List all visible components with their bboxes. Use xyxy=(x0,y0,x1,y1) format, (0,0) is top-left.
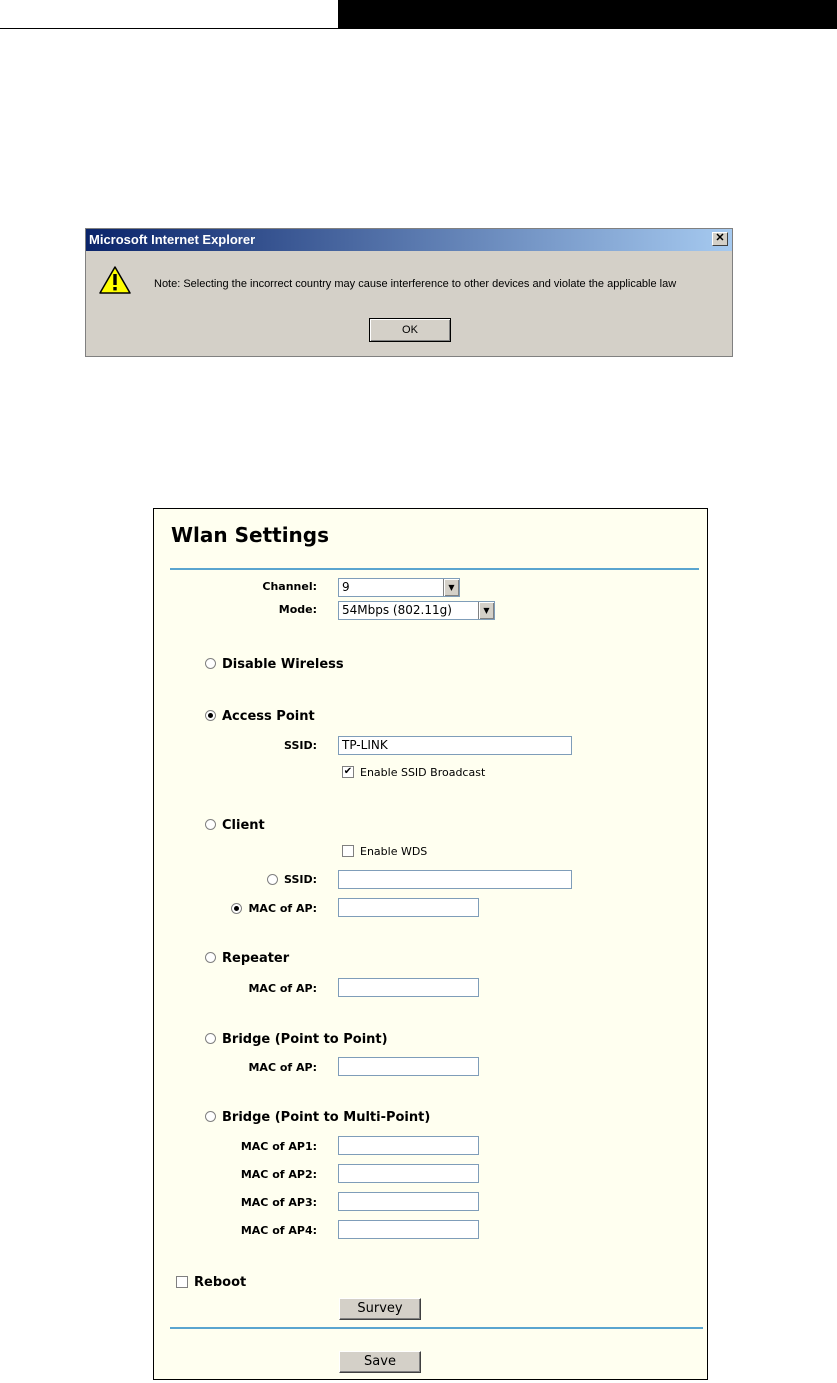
client-ssid-radio[interactable] xyxy=(267,874,278,885)
chevron-down-icon[interactable]: ▼ xyxy=(443,579,459,596)
dialog-message: Note: Selecting the incorrect country may cause interference to other devices and violate the applicable law xyxy=(154,278,677,290)
mac-ap4-label: MAC of AP4: xyxy=(240,1224,317,1237)
client-option[interactable] xyxy=(205,818,265,833)
bridge-p2p-mac-label: MAC of AP: xyxy=(248,1061,317,1074)
bridge-p2p-label: Bridge (Point to Point) xyxy=(222,1032,388,1047)
chevron-down-icon[interactable]: ▼ xyxy=(478,602,494,619)
bridge-p2p-option[interactable] xyxy=(205,1032,388,1047)
reboot-label: Reboot xyxy=(194,1275,247,1290)
mac-ap2-label: MAC of AP2: xyxy=(240,1168,317,1181)
client-ssid-option[interactable] xyxy=(214,873,317,886)
save-button[interactable]: Save xyxy=(339,1351,421,1373)
repeater-radio[interactable] xyxy=(205,952,216,963)
mode-value: 54Mbps (802.11g) xyxy=(342,603,452,617)
bridge-p2mp-option[interactable] xyxy=(205,1110,430,1125)
ap-ssid-label: SSID: xyxy=(284,739,317,752)
repeater-option[interactable] xyxy=(205,951,289,966)
ok-button[interactable]: OK xyxy=(369,318,451,342)
mac-ap3-label: MAC of AP3: xyxy=(240,1196,317,1209)
client-mac-option[interactable] xyxy=(214,902,317,915)
access-point-label: Access Point xyxy=(222,709,315,724)
reboot-option[interactable] xyxy=(176,1275,246,1290)
enable-ssid-broadcast-option[interactable] xyxy=(342,766,485,779)
mac-ap3-input[interactable] xyxy=(338,1192,479,1211)
channel-label: Channel: xyxy=(262,580,317,593)
client-mac-radio[interactable] xyxy=(231,903,242,914)
enable-wds-checkbox[interactable] xyxy=(342,845,354,857)
mode-label: Mode: xyxy=(278,603,317,616)
mac-ap2-input[interactable] xyxy=(338,1164,479,1183)
channel-select[interactable] xyxy=(338,578,460,597)
client-ssid-label: SSID: xyxy=(284,873,317,886)
close-icon[interactable]: ✕ xyxy=(712,232,728,246)
bridge-p2mp-radio[interactable] xyxy=(205,1111,216,1122)
ap-ssid-input[interactable]: TP-LINK xyxy=(338,736,572,755)
reboot-checkbox[interactable] xyxy=(176,1276,188,1288)
enable-ssid-broadcast-label: Enable SSID Broadcast xyxy=(360,766,486,779)
client-label: Client xyxy=(222,818,265,833)
bottom-divider xyxy=(170,1327,703,1329)
mode-select[interactable] xyxy=(338,601,495,620)
disable-wireless-radio[interactable] xyxy=(205,658,216,669)
mac-ap4-input[interactable] xyxy=(338,1220,479,1239)
title-divider xyxy=(170,568,699,570)
client-radio[interactable] xyxy=(205,819,216,830)
message-dialog xyxy=(85,228,733,357)
bridge-p2p-radio[interactable] xyxy=(205,1033,216,1044)
wlan-settings-panel xyxy=(153,508,708,1380)
page-header-rule xyxy=(0,28,837,29)
mac-ap1-input[interactable] xyxy=(338,1136,479,1155)
enable-wds-label: Enable WDS xyxy=(360,845,428,858)
warning-icon xyxy=(99,265,131,295)
disable-wireless-option[interactable] xyxy=(205,657,344,672)
bridge-p2mp-label: Bridge (Point to Multi-Point) xyxy=(222,1110,431,1125)
client-mac-label: MAC of AP: xyxy=(248,902,317,915)
channel-value: 9 xyxy=(342,580,350,594)
enable-ssid-broadcast-checkbox[interactable]: ✔ xyxy=(343,766,353,777)
repeater-mac-label: MAC of AP: xyxy=(248,982,317,995)
bridge-p2p-mac-input[interactable] xyxy=(338,1057,479,1076)
survey-button[interactable]: Survey xyxy=(339,1298,421,1320)
repeater-mac-input[interactable] xyxy=(338,978,479,997)
access-point-radio[interactable] xyxy=(205,710,216,721)
enable-wds-option[interactable] xyxy=(342,845,427,858)
disable-wireless-label: Disable Wireless xyxy=(222,657,344,672)
mac-ap1-label: MAC of AP1: xyxy=(240,1140,317,1153)
repeater-label: Repeater xyxy=(222,951,290,966)
page-title: Wlan Settings xyxy=(171,523,330,547)
page-header-bar xyxy=(338,0,837,28)
client-mac-input[interactable] xyxy=(338,898,479,917)
client-ssid-input[interactable] xyxy=(338,870,572,889)
dialog-titlebar xyxy=(86,229,732,251)
dialog-title: Microsoft Internet Explorer xyxy=(89,232,256,247)
access-point-option[interactable] xyxy=(205,709,315,724)
